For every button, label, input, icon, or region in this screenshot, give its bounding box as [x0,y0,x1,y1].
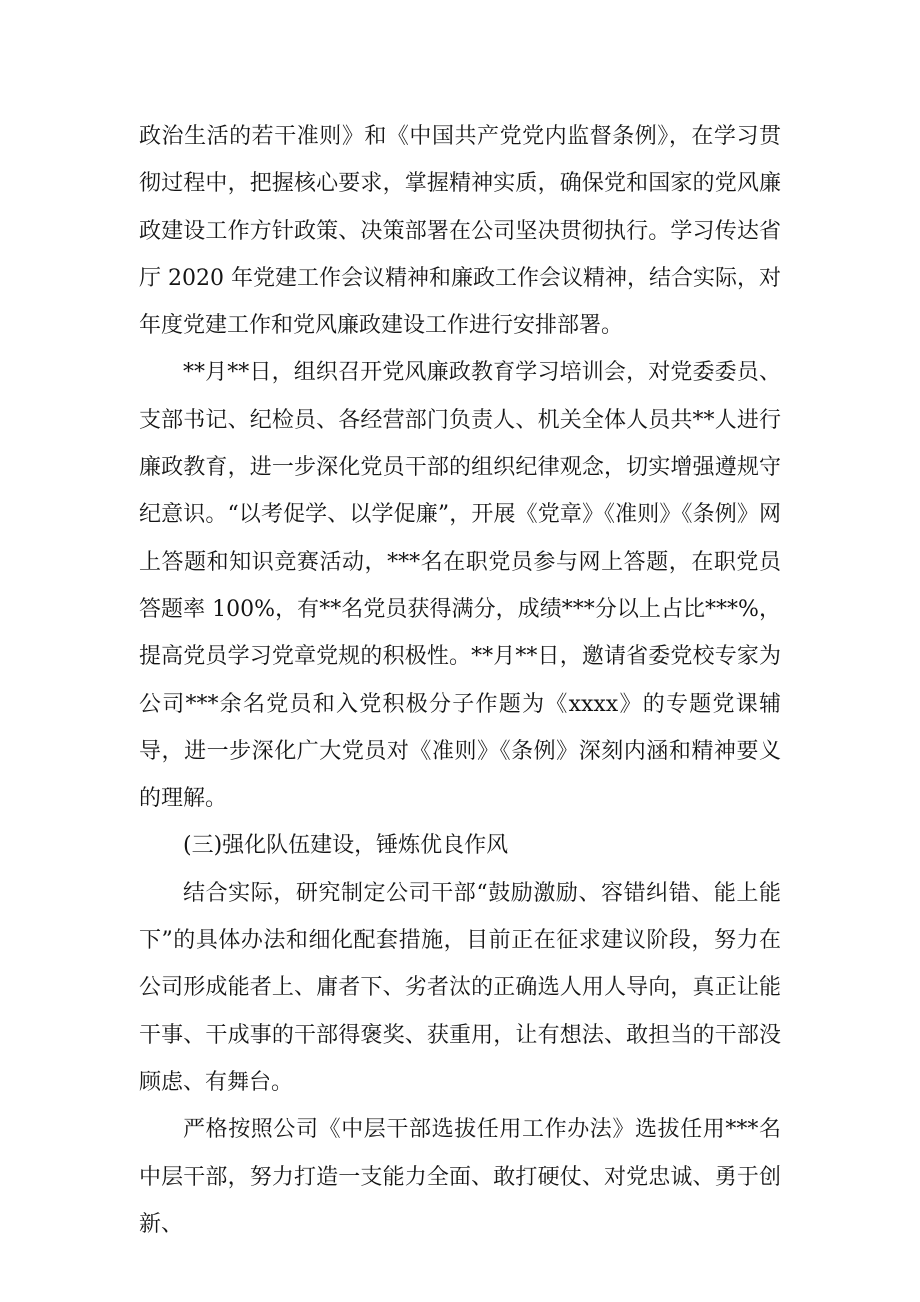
section-heading-team-building: (三)强化队伍建设，锤炼优良作风 [183,833,509,859]
paragraph-training-meeting: **月**日，组织召开党风廉政教育学习培训会，对党委委员、支部书记、纪检员、各经营部门负责人、机关全体人员共**人进行廉政教育，进一步深化党员干部的组织纪律观念，切实增强遵规守纪意识。“以考促学、以学促廉”，开展《党章》《准则》《条例》网上答题和知识竞赛活动，***名在职党员参与网上答题，在职党员答题率 100%，有**名党员获得满分，成绩***分以上占比***%，提高党员学习党章党规的积极性。**月**日，邀请省委党校专家为公司***余名党员和入党积极分子作题为《xxxx》的专题党课辅导，进一步深化广大党员对《准则》《条例》深刻内涵和精神要义的理解。 [139,360,781,812]
paragraph-continuation: 政治生活的若干准则》和《中国共产党党内监督条例》，在学习贯彻过程中，把握核心要求，掌握精神实质，确保党和国家的党风廉政建设工作方针政策、决策部署在公司坚决贯彻执行。学习传达省厅 2020 年党建工作会议精神和廉政工作会议精神，结合实际，对年度党建工作和党风廉政建设工作进行安排部署。 [139,124,781,339]
paragraph-cadre-incentives: 结合实际，研究制定公司干部“鼓励激励、容错纠错、能上能下”的具体办法和细化配套措施，目前正在征求建议阶段，努力在公司形成能者上、庸者下、劣者汰的正确选人用人导向，真正让能干事、干成事的干部得褒奖、获重用，让有想法、敢担当的干部没顾虑、有舞台。 [139,880,781,1095]
document-body [139,113,781,1248]
paragraph-cadre-selection: 严格按照公司《中层干部选拔任用工作办法》选拔任用***名中层干部，努力打造一支能力全面、敢打硬仗、对党忠诚、勇于创新、 [139,1117,781,1237]
